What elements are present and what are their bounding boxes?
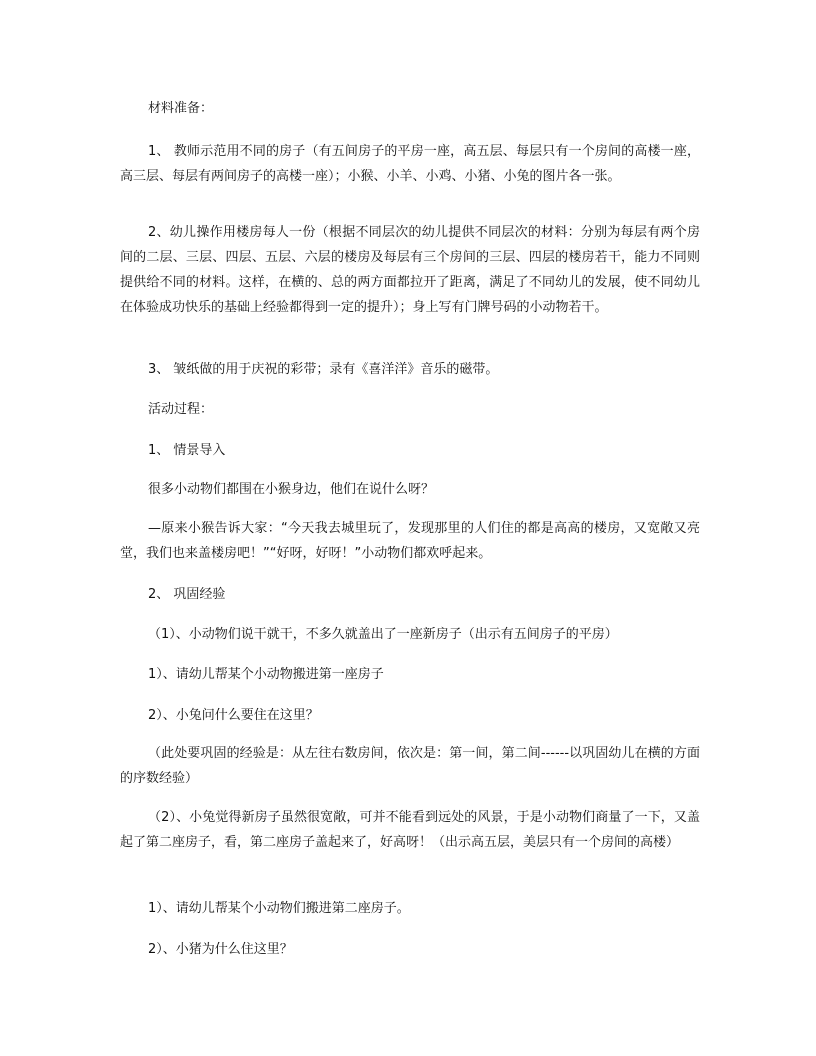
paragraph-sub-2-item-1: 1）、请幼儿帮某个小动物们搬进第二座房子。 [148, 901, 410, 916]
paragraph-step-1-title: 1、 情景导入 [148, 443, 226, 458]
paragraph-sub-1-note: （此处要巩固的经验是：从左往右数房间，依次是：第一间，第二间------以巩固幼儿在横的方面的序数经验） [120, 746, 700, 786]
paragraph-process-heading: 活动过程： [148, 402, 214, 417]
paragraph-sub-1-item-2: 2）、小兔问什么要住在这里？ [148, 708, 319, 723]
paragraph-sub-1-item-1: 1）、请幼儿帮某个小动物搬进第一座房子 [148, 667, 384, 682]
paragraph-sub-2-item-2: 2）、小猪为什么住这里？ [148, 942, 293, 957]
paragraph-materials-2: 2、幼儿操作用楼房每人一份（根据不同层次的幼儿提供不同层次的材料：分别为每层有两个房间的二层、三层、四层、五层、六层的楼房及每层有三个房间的三层、四层的楼房若干，能力不同则提供给不同的材料。这样，在横的、总的两方面都拉开了距离，满足了不同幼儿的发展，使不同幼儿在体验成功快乐的基础上经验都得到一定的提升）；身上写有门牌号码的小动物若干。 [120, 225, 700, 315]
paragraph-intro-question: 很多小动物们都围在小猴身边，他们在说什么呀？ [148, 482, 435, 497]
paragraph-sub-1: （1）、小动物们说干就干，不多久就盖出了一座新房子（出示有五间房子的平房） [148, 627, 618, 642]
paragraph-step-2-title: 2、 巩固经验 [148, 587, 226, 602]
paragraph-intro-story: —原来小猴告诉大家：“今天我去城里玩了，发现那里的人们住的都是高高的楼房，又宽敞又亮堂，我们也来盖楼房吧！”“好呀，好呀！”小动物们都欢呼起来。 [120, 521, 700, 561]
paragraph-sub-2: （2）、小兔觉得新房子虽然很宽敞，可并不能看到远处的风景，于是小动物们商量了一下，又盖起了第二座房子，看，第二座房子盖起来了，好高呀！（出示高五层，美层只有一个房间的高楼） [120, 810, 700, 850]
paragraph-materials-3: 3、 皱纸做的用于庆祝的彩带；录有《喜洋洋》音乐的磁带。 [148, 362, 499, 377]
paragraph-materials-heading: 材料准备： [148, 101, 214, 116]
paragraph-materials-1: 1、 教师示范用不同的房子（有五间房子的平房一座，高五层、每层只有一个房间的高楼一座，高三层、每层有两间房子的高楼一座）；小猴、小羊、小鸡、小猪、小兔的图片各一张。 [120, 144, 700, 184]
